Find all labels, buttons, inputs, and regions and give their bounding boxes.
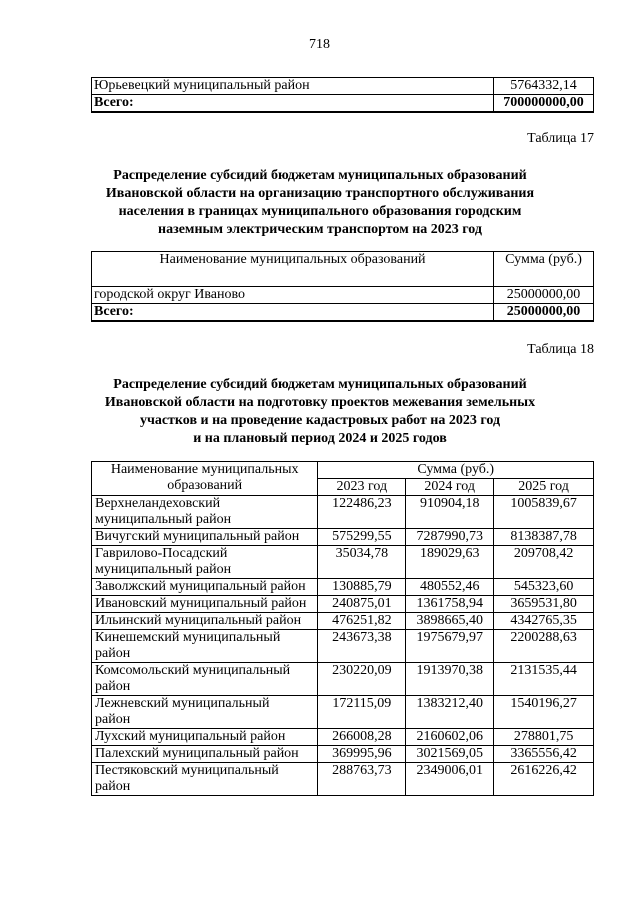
row-name-line: Ивановский муниципальный район	[95, 596, 307, 611]
value-2023: 266008,28	[318, 729, 406, 746]
value-2024: 1361758,94	[406, 596, 494, 613]
value-2023: 230220,09	[318, 663, 406, 696]
table-18-caption: Таблица 18	[527, 342, 594, 357]
value-2025: 4342765,35	[494, 613, 594, 630]
col-header-sum: Сумма (руб.)	[494, 252, 594, 287]
value-2024: 7287990,73	[406, 529, 494, 546]
page-number: 718	[309, 37, 330, 52]
table-row	[92, 78, 594, 95]
value-2025: 209708,42	[494, 546, 594, 579]
value-2025: 3659531,80	[494, 596, 594, 613]
row-name-line: Верхнеландеховский	[95, 496, 221, 511]
row-name	[92, 546, 318, 579]
table-18	[91, 461, 594, 796]
heading-line: участков и на проведение кадастровых работ на 2023 год	[139, 413, 501, 428]
value-2025: 2616226,42	[494, 763, 594, 796]
row-name-line: район	[95, 646, 131, 661]
col-header-name-line: образований	[167, 478, 243, 493]
previous-table-tail	[91, 77, 594, 113]
table-18-body	[92, 496, 594, 796]
total-label: Всего:	[92, 304, 494, 322]
col-header-2024: 2024 год	[406, 479, 494, 496]
value-2024: 1383212,40	[406, 696, 494, 729]
row-sum: 5764332,14	[494, 78, 594, 95]
row-name-line: Палехский муниципальный район	[95, 746, 299, 761]
table-row	[92, 630, 594, 663]
table-header-row	[92, 252, 594, 287]
table-row	[92, 729, 594, 746]
value-2023: 288763,73	[318, 763, 406, 796]
table-17	[91, 251, 594, 322]
row-name-line: район	[95, 779, 131, 794]
row-name-line: Лухский муниципальный район	[95, 729, 286, 744]
table-row	[92, 663, 594, 696]
row-name	[92, 630, 318, 663]
table-header-row	[92, 462, 594, 479]
heading-line: Ивановской области на подготовку проектов межевания земельных	[104, 395, 536, 410]
value-2023: 172115,09	[318, 696, 406, 729]
value-2024: 3021569,05	[406, 746, 494, 763]
row-name-line: Гаврилово-Посадский	[95, 546, 228, 561]
row-name-line: Лежневский муниципальный	[95, 696, 270, 711]
row-name	[92, 596, 318, 613]
value-2024: 2349006,01	[406, 763, 494, 796]
heading-line: Распределение субсидий бюджетам муниципальных образований	[113, 377, 527, 392]
heading-line: наземным электрическим транспортом на 2023 год	[158, 222, 482, 237]
row-name	[92, 529, 318, 546]
row-name-line: Кинешемский муниципальный	[95, 630, 281, 645]
row-name: городской округ Иваново	[92, 287, 494, 304]
value-2024: 3898665,40	[406, 613, 494, 630]
table-row	[92, 546, 594, 579]
value-2023: 122486,23	[318, 496, 406, 529]
row-sum: 25000000,00	[494, 287, 594, 304]
row-name-line: район	[95, 679, 131, 694]
heading-line: Распределение субсидий бюджетам муниципальных образований	[113, 168, 527, 183]
value-2025: 2200288,63	[494, 630, 594, 663]
total-value: 700000000,00	[494, 95, 594, 113]
heading-line: Ивановской области на организацию транспортного обслуживания	[105, 186, 535, 201]
value-2023: 369995,96	[318, 746, 406, 763]
value-2025: 1540196,27	[494, 696, 594, 729]
row-name-line: Ильинский муниципальный район	[95, 613, 302, 628]
table-row	[92, 763, 594, 796]
col-header-name	[92, 462, 318, 496]
total-row	[92, 95, 594, 113]
table-row	[92, 496, 594, 529]
row-name-line: муниципальный район	[95, 562, 232, 577]
row-name	[92, 746, 318, 763]
value-2025: 3365556,42	[494, 746, 594, 763]
table-row	[92, 287, 594, 304]
heading-line: населения в границах муниципального образования городским	[118, 204, 522, 219]
table-row	[92, 696, 594, 729]
row-name	[92, 496, 318, 529]
value-2024: 1975679,97	[406, 630, 494, 663]
value-2024: 1913970,38	[406, 663, 494, 696]
row-name	[92, 696, 318, 729]
row-name	[92, 579, 318, 596]
value-2025: 2131535,44	[494, 663, 594, 696]
value-2024: 2160602,06	[406, 729, 494, 746]
row-name-line: район	[95, 712, 131, 727]
col-header-sum: Сумма (руб.)	[318, 462, 594, 479]
row-name-line: Заволжский муниципальный район	[95, 579, 306, 594]
row-name-line: муниципальный район	[95, 512, 232, 527]
table-row	[92, 529, 594, 546]
row-name	[92, 729, 318, 746]
table-18-heading	[60, 376, 580, 448]
value-2025: 278801,75	[494, 729, 594, 746]
value-2025: 8138387,78	[494, 529, 594, 546]
row-name-line: Вичугский муниципальный район	[95, 529, 300, 544]
table-row	[92, 596, 594, 613]
table-17-caption: Таблица 17	[527, 131, 594, 146]
col-header-2025: 2025 год	[494, 479, 594, 496]
value-2025: 545323,60	[494, 579, 594, 596]
value-2023: 35034,78	[318, 546, 406, 579]
heading-line: и на плановый период 2024 и 2025 годов	[193, 431, 447, 446]
value-2023: 243673,38	[318, 630, 406, 663]
total-row	[92, 304, 594, 322]
row-name-line: Комсомольский муниципальный	[95, 663, 291, 678]
value-2023: 476251,82	[318, 613, 406, 630]
row-name-line: Пестяковский муниципальный	[95, 763, 279, 778]
table-row	[92, 746, 594, 763]
table-row	[92, 613, 594, 630]
row-name: Юрьевецкий муниципальный район	[92, 78, 494, 95]
table-17-heading	[60, 167, 580, 239]
col-header-name-line: Наименование муниципальных	[110, 462, 299, 477]
value-2023: 240875,01	[318, 596, 406, 613]
total-value: 25000000,00	[494, 304, 594, 322]
total-label: Всего:	[92, 95, 494, 113]
value-2025: 1005839,67	[494, 496, 594, 529]
col-header-2023: 2023 год	[318, 479, 406, 496]
table-row	[92, 579, 594, 596]
row-name	[92, 613, 318, 630]
col-header-name: Наименование муниципальных образований	[92, 252, 494, 287]
row-name	[92, 663, 318, 696]
value-2024: 910904,18	[406, 496, 494, 529]
value-2023: 575299,55	[318, 529, 406, 546]
value-2024: 480552,46	[406, 579, 494, 596]
value-2024: 189029,63	[406, 546, 494, 579]
value-2023: 130885,79	[318, 579, 406, 596]
row-name	[92, 763, 318, 796]
